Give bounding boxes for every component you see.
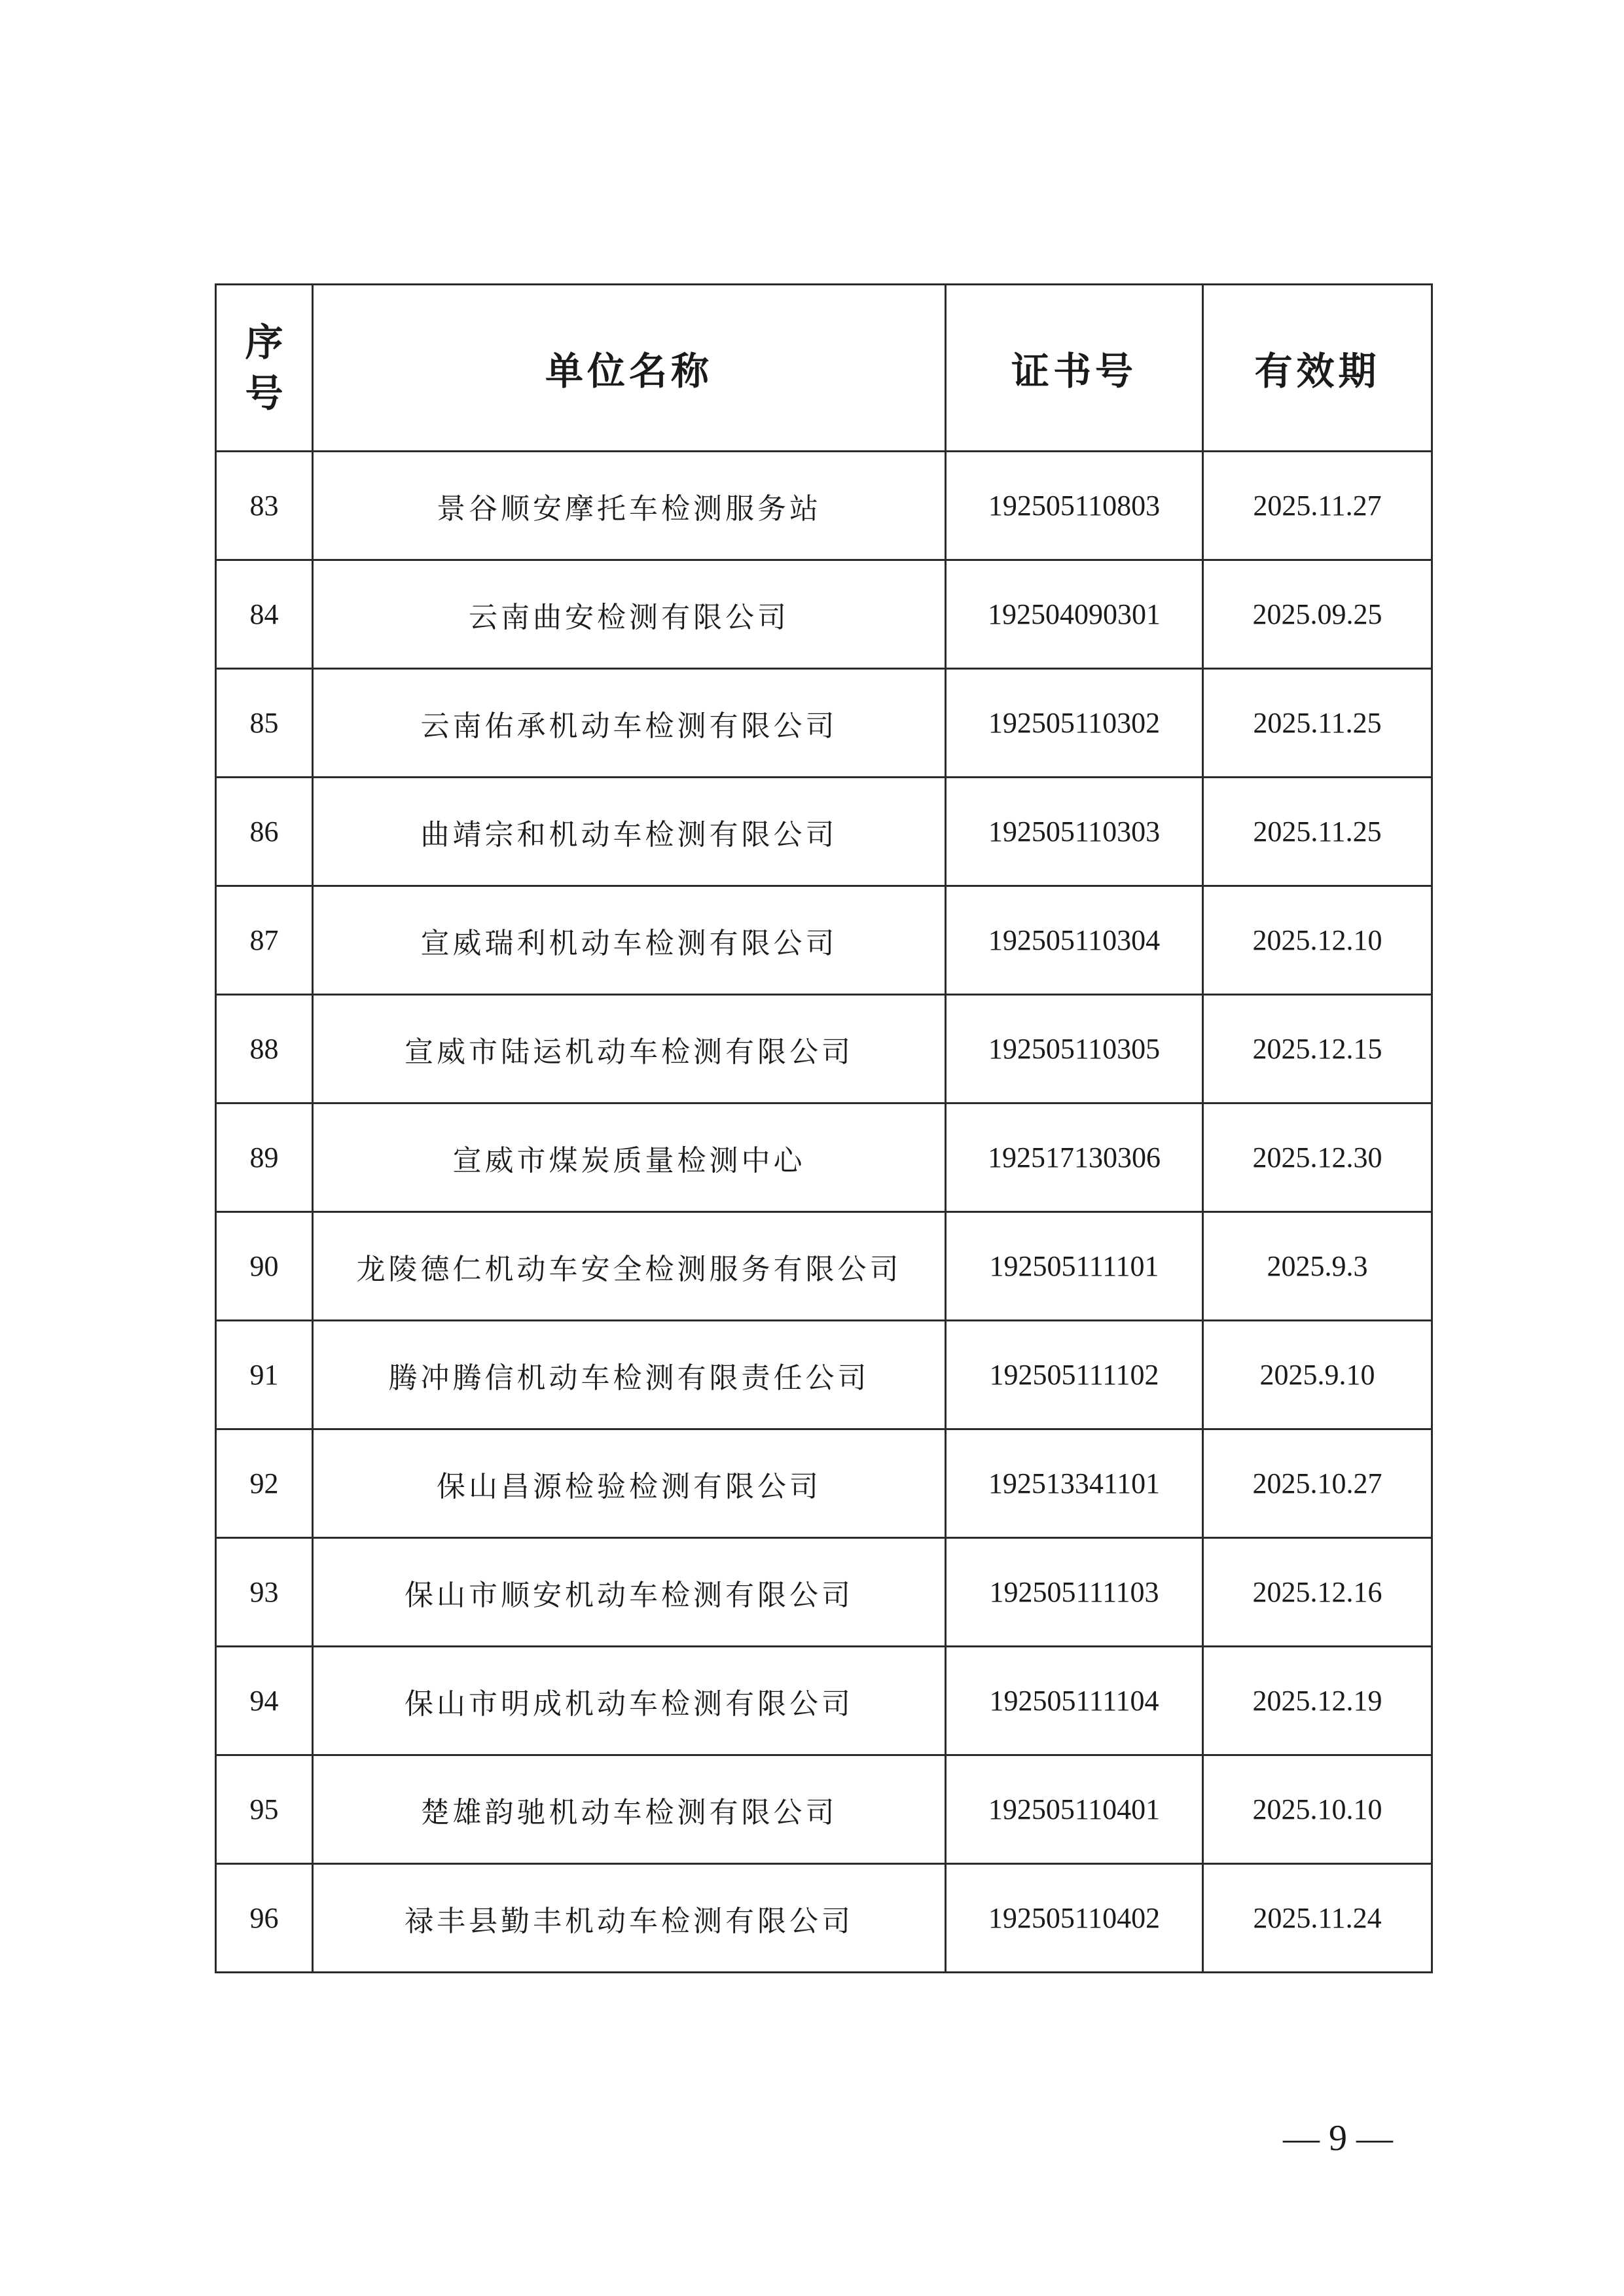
table-row bbox=[216, 1864, 1432, 1973]
seq-cell: 93 bbox=[216, 1538, 313, 1647]
page-number: — 9 — bbox=[1283, 2118, 1393, 2159]
validity-cell: 2025.12.16 bbox=[1203, 1538, 1432, 1647]
table-row bbox=[216, 1647, 1432, 1755]
seq-cell: 91 bbox=[216, 1321, 313, 1429]
seq-cell: 89 bbox=[216, 1103, 313, 1212]
validity-cell: 2025.11.27 bbox=[1203, 452, 1432, 560]
unit-name-cell: 云南佑承机动车检测有限公司 bbox=[313, 669, 946, 778]
unit-name-cell: 保山市明成机动车检测有限公司 bbox=[313, 1647, 946, 1755]
cert-number-cell: 192505110304 bbox=[946, 886, 1203, 995]
header-validity: 有效期 bbox=[1203, 285, 1432, 452]
header-seq-line1: 序 bbox=[245, 320, 283, 365]
cert-number-cell: 192517130306 bbox=[946, 1103, 1203, 1212]
seq-cell: 94 bbox=[216, 1647, 313, 1755]
header-seq-line2: 号 bbox=[245, 371, 283, 416]
cert-number-cell: 192505111102 bbox=[946, 1321, 1203, 1429]
table-row bbox=[216, 1755, 1432, 1864]
seq-cell: 88 bbox=[216, 995, 313, 1103]
header-cert-number: 证书号 bbox=[946, 285, 1203, 452]
seq-cell: 96 bbox=[216, 1864, 313, 1973]
table-row bbox=[216, 778, 1432, 886]
validity-cell: 2025.12.30 bbox=[1203, 1103, 1432, 1212]
validity-cell: 2025.11.25 bbox=[1203, 778, 1432, 886]
seq-cell: 86 bbox=[216, 778, 313, 886]
unit-name-cell: 禄丰县勤丰机动车检测有限公司 bbox=[313, 1864, 946, 1973]
unit-name-cell: 楚雄韵驰机动车检测有限公司 bbox=[313, 1755, 946, 1864]
table-row bbox=[216, 1429, 1432, 1538]
cert-number-cell: 192505110401 bbox=[946, 1755, 1203, 1864]
cert-number-cell: 192505110803 bbox=[946, 452, 1203, 560]
table-row bbox=[216, 995, 1432, 1103]
unit-name-cell: 景谷顺安摩托车检测服务站 bbox=[313, 452, 946, 560]
validity-cell: 2025.12.15 bbox=[1203, 995, 1432, 1103]
unit-name-cell: 腾冲腾信机动车检测有限责任公司 bbox=[313, 1321, 946, 1429]
cert-number-cell: 192505110402 bbox=[946, 1864, 1203, 1973]
validity-cell: 2025.12.19 bbox=[1203, 1647, 1432, 1755]
table-row bbox=[216, 886, 1432, 995]
unit-name-cell: 宣威市煤炭质量检测中心 bbox=[313, 1103, 946, 1212]
seq-cell: 83 bbox=[216, 452, 313, 560]
table-row bbox=[216, 452, 1432, 560]
table-row bbox=[216, 1321, 1432, 1429]
table-row bbox=[216, 1103, 1432, 1212]
unit-name-cell: 宣威瑞利机动车检测有限公司 bbox=[313, 886, 946, 995]
validity-cell: 2025.11.25 bbox=[1203, 669, 1432, 778]
unit-name-cell: 保山昌源检验检测有限公司 bbox=[313, 1429, 946, 1538]
unit-name-cell: 宣威市陆运机动车检测有限公司 bbox=[313, 995, 946, 1103]
seq-cell: 87 bbox=[216, 886, 313, 995]
table-row bbox=[216, 560, 1432, 669]
certificate-table bbox=[215, 283, 1433, 1973]
cert-number-cell: 192505111104 bbox=[946, 1647, 1203, 1755]
cert-number-cell: 192505111103 bbox=[946, 1538, 1203, 1647]
validity-cell: 2025.10.27 bbox=[1203, 1429, 1432, 1538]
table-row bbox=[216, 1538, 1432, 1647]
unit-name-cell: 云南曲安检测有限公司 bbox=[313, 560, 946, 669]
cert-number-cell: 192513341101 bbox=[946, 1429, 1203, 1538]
table-row bbox=[216, 669, 1432, 778]
cert-number-cell: 192505111101 bbox=[946, 1212, 1203, 1321]
unit-name-cell: 曲靖宗和机动车检测有限公司 bbox=[313, 778, 946, 886]
unit-name-cell: 保山市顺安机动车检测有限公司 bbox=[313, 1538, 946, 1647]
header-seq bbox=[216, 285, 313, 452]
cert-number-cell: 192504090301 bbox=[946, 560, 1203, 669]
validity-cell: 2025.11.24 bbox=[1203, 1864, 1432, 1973]
validity-cell: 2025.09.25 bbox=[1203, 560, 1432, 669]
cert-number-cell: 192505110303 bbox=[946, 778, 1203, 886]
seq-cell: 84 bbox=[216, 560, 313, 669]
table-body bbox=[216, 452, 1432, 1973]
cert-number-cell: 192505110302 bbox=[946, 669, 1203, 778]
seq-cell: 95 bbox=[216, 1755, 313, 1864]
validity-cell: 2025.9.3 bbox=[1203, 1212, 1432, 1321]
cert-number-cell: 192505110305 bbox=[946, 995, 1203, 1103]
seq-cell: 85 bbox=[216, 669, 313, 778]
unit-name-cell: 龙陵德仁机动车安全检测服务有限公司 bbox=[313, 1212, 946, 1321]
seq-cell: 92 bbox=[216, 1429, 313, 1538]
table-header-row bbox=[216, 285, 1432, 452]
validity-cell: 2025.9.10 bbox=[1203, 1321, 1432, 1429]
seq-cell: 90 bbox=[216, 1212, 313, 1321]
validity-cell: 2025.10.10 bbox=[1203, 1755, 1432, 1864]
header-unit-name: 单位名称 bbox=[313, 285, 946, 452]
validity-cell: 2025.12.10 bbox=[1203, 886, 1432, 995]
table-row bbox=[216, 1212, 1432, 1321]
